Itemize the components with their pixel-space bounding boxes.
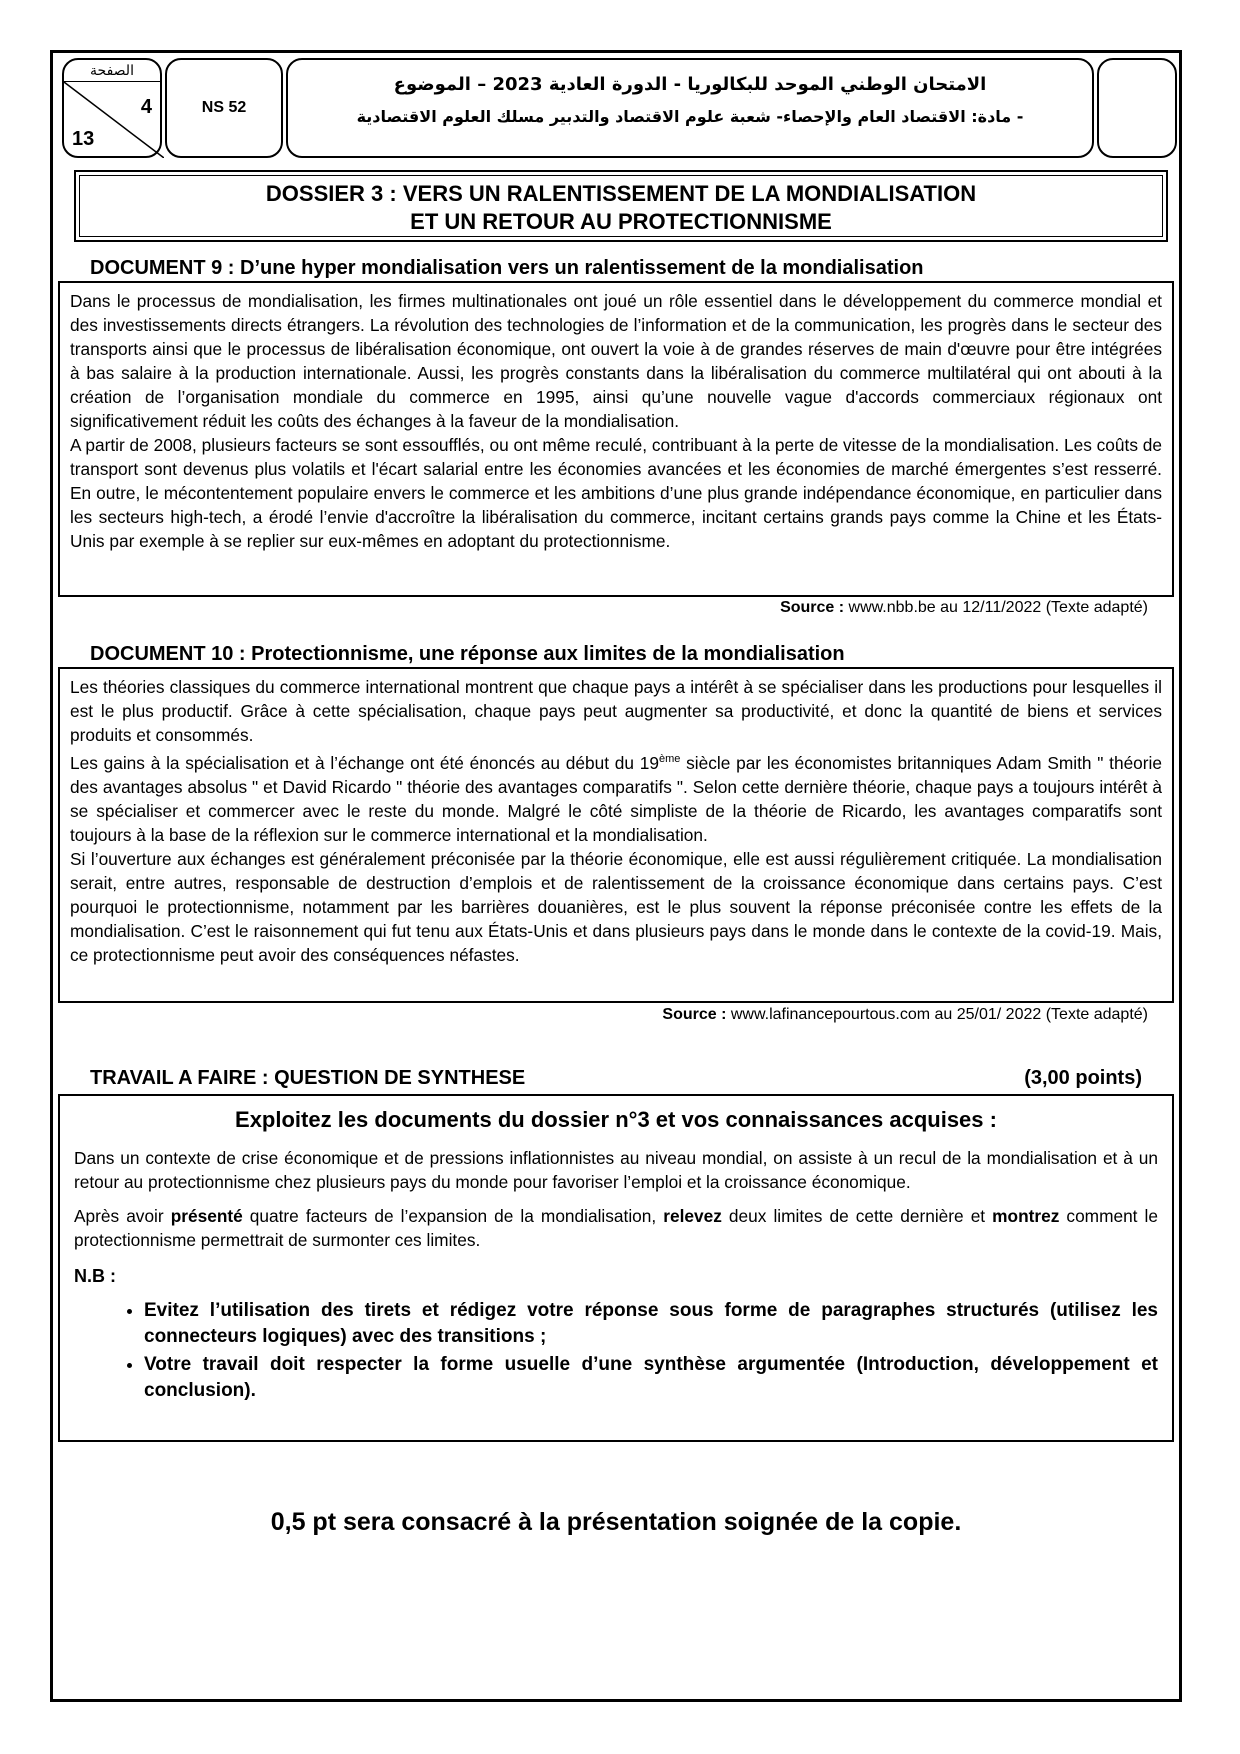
doc10-paragraph: Si l’ouverture aux échanges est généralement préconisée par la théorie économique, elle est aussi régulièrement critiquée. La mondialisation serait, entre autres, responsable de destruction d’emplois et de ralentissement de la croissance économique dans certains pays. C’est pourquoi le protectionnisme, notamment par les barrières douanières, est le plus souvent la réponse préconisée contre les effets de la mondialisation. C’est le raisonnement qui fut tenu aux États-Unis et dans plusieurs pays dans le monde dans le contexte de la covid-19. Mais, ce protectionnisme peut avoir des conséquences néfastes.	[70, 848, 1162, 965]
doc9-text-box	[58, 281, 1174, 597]
doc10-superscript: ème	[658, 753, 681, 765]
nb-bullet: • Votre travail doit respecter la forme usuelle d’une synthèse argumentée (Introduction, développement et conclusion).	[144, 1352, 1158, 1404]
q-keyword: relevez	[663, 1206, 722, 1226]
exam-title-line2: - مادة: الاقتصاد العام والإحصاء- شعبة علوم الاقتصاد والتدبير مسلك العلوم الاقتصادية	[356, 107, 1024, 126]
page-number-box	[62, 58, 162, 158]
dossier-title-line1: DOSSIER 3 : VERS UN RALENTISSEMENT DE LA MONDIALISATION	[265, 181, 977, 206]
doc10-text-box	[58, 667, 1174, 1003]
doc10-p2-start: Les gains à la spécialisation et à l’échange ont été énoncés au début du 19	[70, 752, 659, 773]
page-current: 4	[140, 96, 152, 118]
doc9-source-label: Source :	[780, 599, 845, 616]
page-label: الصفحة	[64, 62, 160, 82]
doc9-paragraph: A partir de 2008, plusieurs facteurs se sont essoufflés, ou ont même reculé, contribuant à la perte de vitesse de la mondialisation. Les coûts de transport sont devenus plus volatils et l'écart salarial entre les économies avancées et les économies de marché émergentes s’est resserré. En outre, le mécontentement populaire envers le commerce et les ambitions d’une plus grande indépendance économique, en particulier dans les secteurs high-tech, a érodé l’envie d'accroître la libéralisation du commerce, incitant certains grands pays comme la Chine et les États-Unis par exemple à se replier sur eux-mêmes en adoptant du protectionnisme.	[70, 435, 1162, 551]
task-heading: Exploitez les documents du dossier n°3 et vos connaissances acquises :	[235, 1107, 997, 1132]
q-text: Après avoir	[74, 1206, 171, 1226]
task-title: TRAVAIL A FAIRE : QUESTION DE SYNTHESE	[90, 1067, 526, 1089]
doc10-p2-end: siècle par les économistes britanniques Adam Smith " théorie des avantages absolus " et David Ricardo " théorie des avantages comparatifs ". Selon cette dernière théorie, chaque pays a toujours intérêt à se spécialiser et commercer avec le reste du monde. Malgré le côté simpliste de la théorie de Ricardo, les avantages comparatifs sont toujours à la base de la réflexion sur le commerce international et la mondialisation.	[70, 752, 1162, 845]
doc9-paragraph: Dans le processus de mondialisation, les firmes multinationales ont joué un rôle essentiel dans le développement du commerce mondial et des investissements directs étrangers. La révolution des technologies de l’information et de la communication, les progrès dans le secteur des transports ainsi que le processus de libéralisation économique, ont ouvert la voie à de grandes réserves de main d'œuvre pour être intégrées à bas salaire à la production internationale. Aussi, les progrès constants dans la libéralisation du commerce multilatéral qui ont abouti à la création de l’organisation mondiale du commerce en 1995, ainsi qu’une nouvelle vague d'accords commerciaux régionaux ont significativement réduit les coûts des échanges à la faveur de la mondialisation.	[70, 291, 1162, 431]
doc10-title: DOCUMENT 10 : Protectionnisme, une réponse aux limites de la mondialisation	[90, 643, 845, 665]
presentation-note: 0,5 pt sera consacré à la présentation soignée de la copie.	[270, 1508, 962, 1536]
q-text: deux limites de cette dernière et	[721, 1206, 993, 1226]
exam-title-line1: الامتحان الوطني الموحد للبكالوريا - الدورة العادية 2023 – الموضوع	[393, 74, 987, 95]
doc9-source	[58, 599, 1148, 617]
exam-code: NS 52	[201, 99, 247, 116]
q-text: comment le protectionnisme permettrait de surmonter ces limites.	[74, 1206, 1158, 1250]
task-context: Dans un contexte de crise économique et de pressions inflationnistes au niveau mondial, on assiste à un recul de la mondialisation et à un retour au protectionnisme chez plusieurs pays du monde pour favoriser l’emploi et la croissance économique.	[74, 1148, 1158, 1192]
nb-label: N.B :	[74, 1266, 116, 1286]
task-box	[58, 1094, 1174, 1442]
empty-header-box	[1097, 58, 1177, 158]
q-keyword: montrez	[992, 1206, 1060, 1226]
nb-list	[74, 1298, 1158, 1404]
doc9-title: DOCUMENT 9 : D’une hyper mondialisation vers un ralentissement de la mondialisation	[90, 257, 924, 279]
task-points: (3,00 points)	[1024, 1067, 1142, 1089]
exam-code-box	[165, 58, 283, 158]
page-total: 13	[72, 128, 95, 150]
nb-bullet: • Evitez l’utilisation des tirets et rédigez votre réponse sous forme de paragraphes structurés (utilisez les connecteurs logiques) avec des transitions ;	[144, 1298, 1158, 1350]
dossier-title-line2: ET UN RETOUR AU PROTECTIONNISME	[410, 209, 832, 234]
exam-title-box	[286, 58, 1094, 158]
doc10-source-text: www.lafinancepourtous.com au 25/01/ 2022 (Texte adapté)	[726, 1006, 1148, 1023]
doc10-source	[58, 1006, 1148, 1024]
dossier-title-box	[74, 170, 1168, 242]
doc10-paragraph: Les théories classiques du commerce international montrent que chaque pays a intérêt à se spécialiser dans les productions pour lesquelles il est le plus productif. Grâce à cette spécialisation, chaque pays peut augmenter sa productivité, et donc la quantité de biens et services produits et consommés.	[70, 677, 1162, 745]
q-text: quatre facteurs de l’expansion de la mondialisation,	[242, 1206, 664, 1226]
doc9-source-text: www.nbb.be au 12/11/2022 (Texte adapté)	[844, 599, 1148, 616]
doc10-paragraph	[70, 747, 1162, 847]
q-keyword: présenté	[170, 1206, 243, 1226]
doc10-source-label: Source :	[662, 1006, 727, 1023]
task-question	[74, 1204, 1158, 1252]
